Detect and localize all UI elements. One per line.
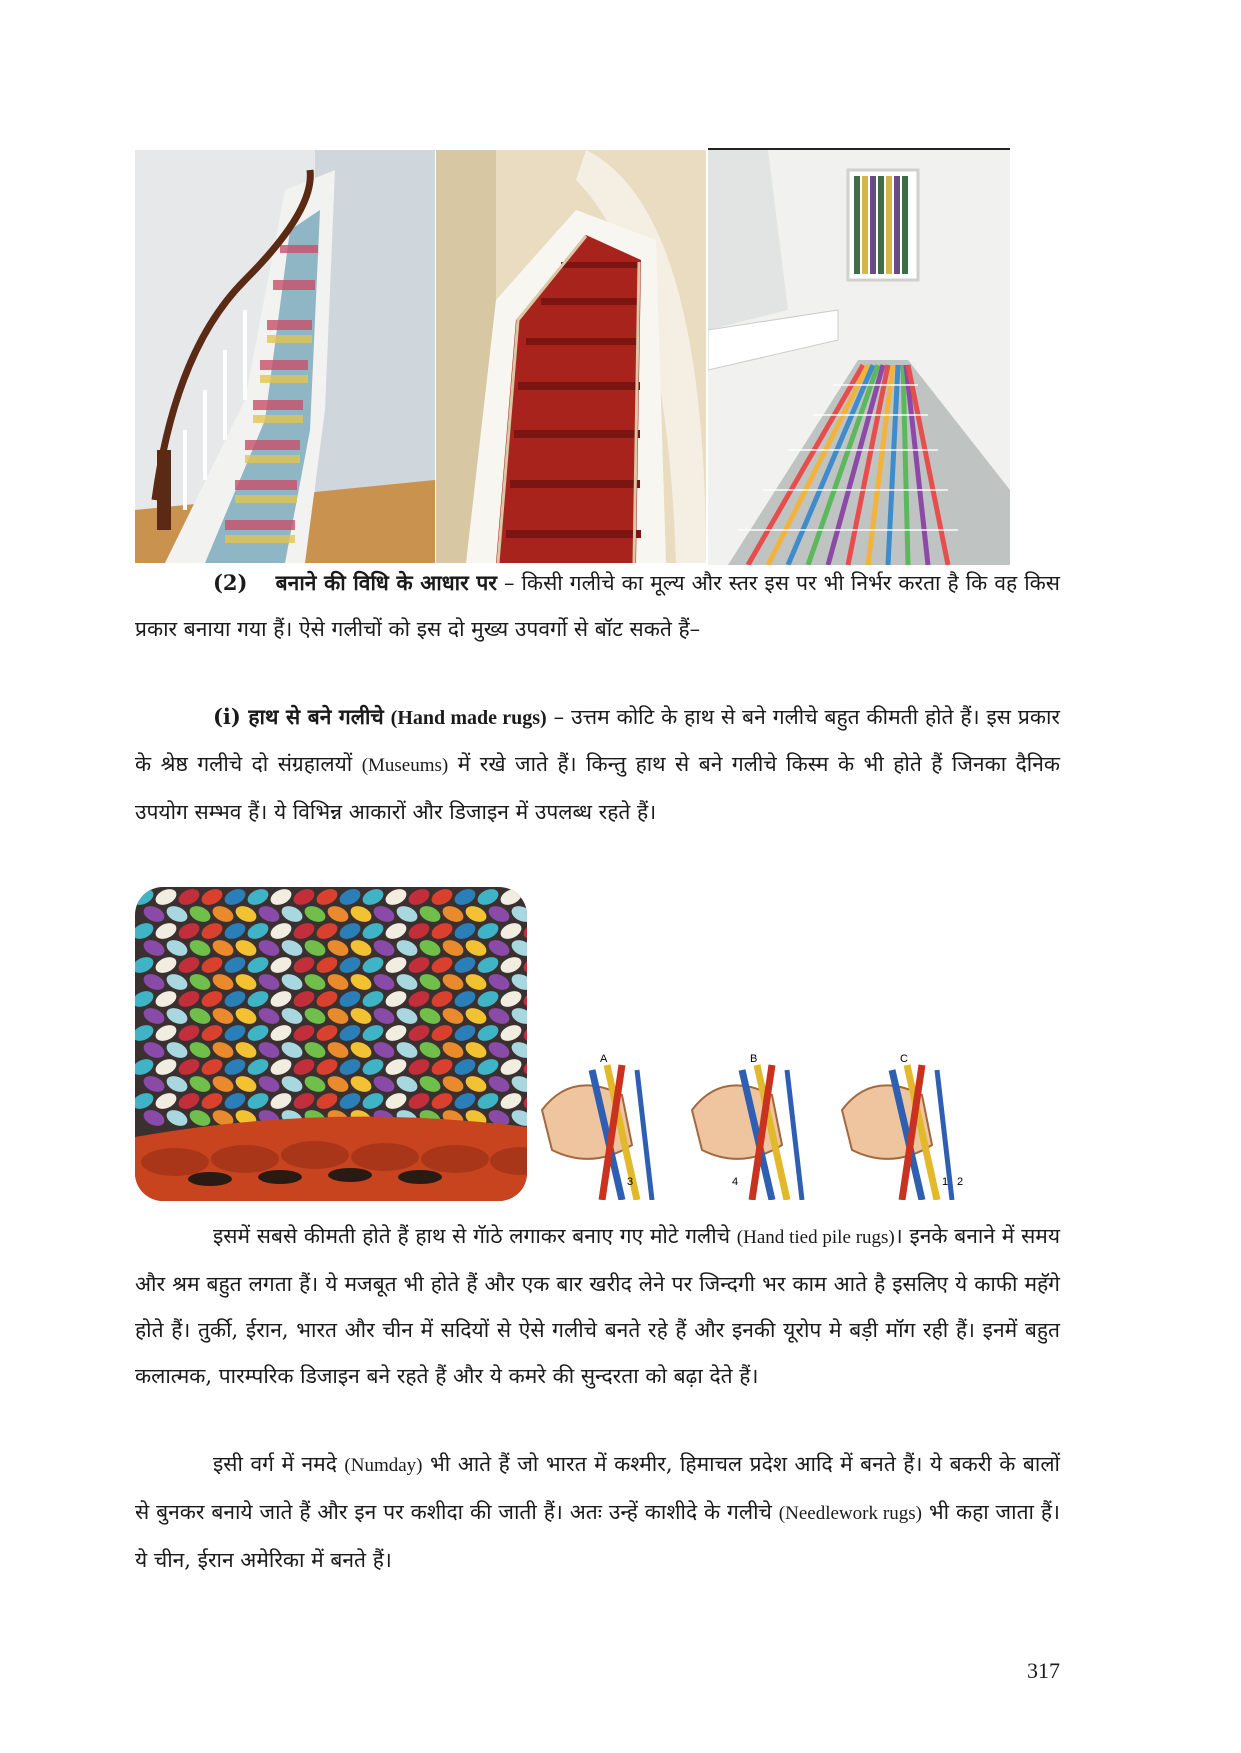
handmade-text-b: में रखे जाते हैं। किन्तु हाथ से बने गलीचे किस्म के भी होते हैं जिनका दैनिक उपयोग सम्भव हैं। ये विभिन्न आकारों और डिजाइन में उपलब्ध रहते हैं। bbox=[135, 752, 1061, 824]
section-2-text: – किसी गलीचे का मूल्य और स्तर इस पर भी निर्भर करता है कि वह किस प्रकार बनाया गया हैं। ऐसे गलीचों को इस दो मुख्य उपवर्गो से बॉट सकते हैं– bbox=[135, 571, 1060, 641]
diagram-label-4: 4 bbox=[732, 1176, 739, 1188]
diagram-label-a: A bbox=[600, 1053, 608, 1065]
staircase-floral-runner-photo bbox=[135, 150, 435, 563]
tied-text-b: । इनके बनाने में समय और श्रम बहुत लगता हैं। ये मजबूत भी होते हैं और एक बार खरीद लेने पर जिन्दगी भर काम आते है इसलिए ये काफी महॅगे होते हैं। तुर्की, ईरान, भारत और चीन में सदियों से ऐसे गलीचे बनते रहे हैं और इनकी यूरोप मे बड़ी मॉग रही हैं। इनमें बहुत कलात्मक, पारम्परिक डिजाइन बने रहते हैं और ये कमरे की सुन्दरता को बढ़ा देते हैं। bbox=[135, 1224, 1061, 1388]
staircase-striped-runner-photo bbox=[708, 148, 1010, 565]
diagram-label-3: 3 bbox=[627, 1176, 634, 1188]
diagram-label-c: C bbox=[900, 1053, 908, 1065]
braided-rug-photo bbox=[135, 887, 527, 1201]
numday-paragraph bbox=[135, 1441, 1060, 1583]
braiding-steps-diagram bbox=[532, 1050, 1002, 1200]
numday-english: (Numday) bbox=[344, 1455, 423, 1476]
hand-tied-english: (Hand tied pile rugs) bbox=[736, 1227, 895, 1248]
numday-text-c: भी कहा जाता हैं। ये चीन, ईरान अमेरिका में बनते हैं। bbox=[135, 1500, 1060, 1572]
diagram-label-1: 1 bbox=[942, 1176, 949, 1188]
handmade-text-a: – उत्तम कोटि के हाथ से बने गलीचे बहुत कीमती होते हैं। इस प्रकार के श्रेष्ठ गलीचे दो संग्रहालयों bbox=[135, 705, 1060, 776]
diagram-label-2: 2 bbox=[957, 1176, 964, 1188]
tied-text-a: इसमें सबसे कीमती होते हैं हाथ से गॅाठे लगाकर बनाए गए मोटे गलीचे bbox=[213, 1224, 737, 1248]
needlework-english: (Needlework rugs) bbox=[778, 1503, 922, 1524]
handmade-rugs-english: (Hand made rugs) bbox=[390, 707, 547, 729]
section-2-paragraph bbox=[135, 560, 1060, 652]
diagram-label-b: B bbox=[750, 1053, 758, 1065]
hand-tied-rugs-paragraph bbox=[135, 1213, 1060, 1399]
numday-text-a: इसी वर्ग में नमदे bbox=[213, 1452, 345, 1476]
section-2-number: (2) bbox=[213, 570, 248, 595]
handmade-rugs-paragraph bbox=[135, 694, 1060, 835]
staircase-red-runner-photo bbox=[436, 150, 706, 563]
page-number: 317 bbox=[1027, 1658, 1060, 1683]
section-2-heading: बनाने की विधि के आधार पर bbox=[275, 570, 497, 595]
numday-text-b: भी आते हैं जो भारत में कश्मीर, हिमाचल प्रदेश आदि में बनते हैं। ये बकरी के बालों से बुनकर बनाये जाते हैं और इन पर कशीदा की जाती हैं। अतः उन्हें काशीदे के गलीचे bbox=[135, 1452, 1060, 1524]
handmade-rugs-label: (i) हाथ से बने गलीचे bbox=[213, 704, 384, 729]
museums-term: (Museums) bbox=[361, 755, 449, 776]
